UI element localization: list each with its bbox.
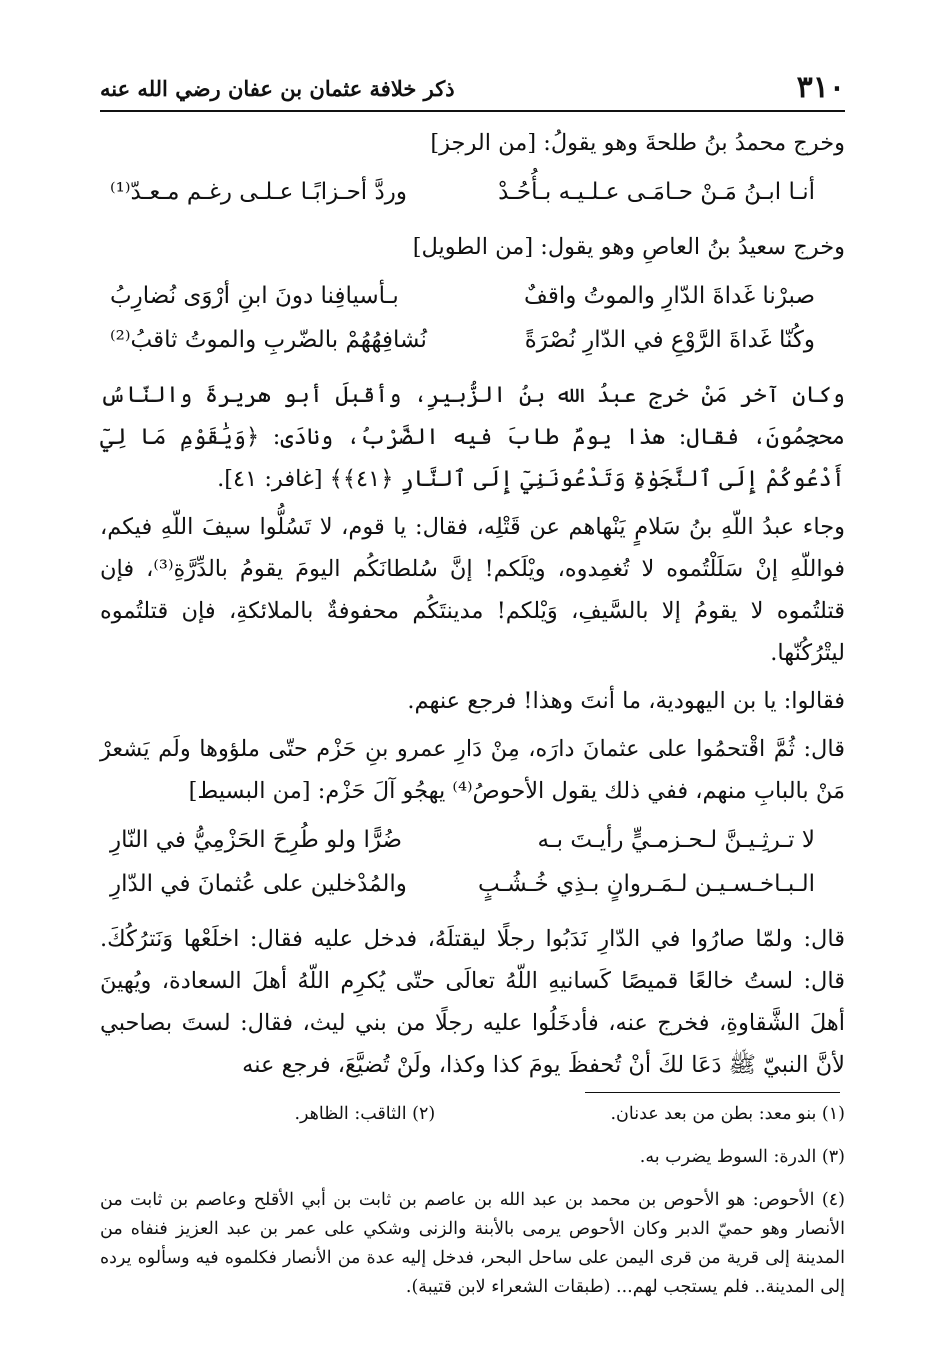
verse-hemistich: بـأسيافِنا دونَ ابنِ أرْوَى نُضارِبُ <box>110 283 399 309</box>
paragraph: قال: ولمّا صارُوا في الدّارِ نَدَبُوا رجلًا ليقتلَهُ، فدخل عليه فقال: اخلَعْها وَنَترُكُكَ. قال: لستُ خالعًا قميصًا كَسانيهِ اللّهُ تعالَى حتّى يُكرِم اللّهُ أهلَ السعادة، ويُهينَ أهلَ الشَّقاوةِ، فخرج عنه، فأدخَلُوا عليه رجلًا من بني ليث، فقال: لستَ بصاحبي لأنَّ النبيّ ﷺ دَعَا لكَ أنْ تُحفظَ يومَ كذا وكذا، ولَنْ تُضيَّعَ، فرجع عنه <box>100 926 845 1078</box>
page-header <box>100 62 845 112</box>
verse-line <box>100 274 845 318</box>
verse-hemistich: والمُدْخلين على عُثمانَ في الدّارِ <box>110 871 407 897</box>
paragraph: وكان آخر مَنْ خرج عبدُ الله بنُ الزُّبيرِ، وأقبلَ أبو هريرةَ والنّاسُ محجِمُونَ، فقال: هذا يومٌ طابَ فيه الضَّرْبُ، ونادَى: ﴿وَيَٰقَوْمِ مَا لِيٓ أَدْعُوكُمْ إِلَى ٱلنَّجَوٰةِ وَتَدْعُونَنِيٓ إِلَى ٱلنَّارِ ﴿٤١﴾﴾ [غافر: ٤١]. <box>100 382 845 492</box>
paragraph: فقالوا: يا بن اليهودية، ما أنتَ وهذا! فرجع عنهم. <box>407 688 845 714</box>
footnote: (٣) الدرة: السوط يضرب به. <box>639 1147 845 1167</box>
footnote: (٢) الثاقب: الظاهر. <box>294 1104 436 1124</box>
verse-hemistich: صبرْنا غَداةَ الدّارِ والموتُ واقفٌ <box>524 283 815 309</box>
verse-hemistich: نُشافِهُهُمْ بالضّربِ والموتُ ثاقبُ⁽²⁾ <box>110 327 427 353</box>
verse-line <box>100 318 845 362</box>
verse-hemistich: الـبـاخـسـيـن لـمَـروانٍ بـذِي خُـشُـبٍ <box>477 871 815 897</box>
paragraph: قال: ثُمَّ اقْتحمُوا على عثمانَ دارَه، مِنْ دَارِ عمرو بنِ حَزْم حتّى ملؤوها ولَم يَشعرْ مَنْ بالبابِ منهم، ففي ذلك يقول الأحوصُ⁽⁴⁾ يهجُو آلَ حَزْم: [من البسيط] <box>100 736 845 804</box>
footnotes <box>100 1100 845 1302</box>
running-head: ذكر خلافة عثمان بن عفان رضي الله عنه <box>100 76 455 101</box>
main-text <box>100 122 845 1092</box>
verse-hemistich: لا تـرثِـيـنَّ لـحـزمـيٍّ رأيـتَ بـه <box>537 827 815 853</box>
footnote: (٤) الأحوص: هو الأحوص بن محمد بن عبد الله بن عاصم بن ثابت بن أبي الأقلح وعاصم بن ثابت من الأنصار وهو حميّ الدبر وكان الأحوص يرمى بالأبنة والزنى وشكي على عمر بن عبد العزيز فنفاه من المدينة إلى قرية من قرى اليمن على ساحل البحر، فدخل إليه عدة من الأنصار فكلموه فيه وسألوه يرده إلى المدينة.. فلم يستجب لهم... (طبقات الشعراء لابن قتيبة). <box>100 1190 845 1297</box>
verse-hemistich: وكُنّا غَداةَ الرَّوْعِ في الدّارِ نُصْرَةً <box>524 327 815 353</box>
verse-line <box>100 170 845 214</box>
footnote-row <box>100 1100 845 1129</box>
paragraph: وخرج محمدُ بنُ طلحةَ وهو يقولُ: [من الرجز] <box>430 130 845 156</box>
page-number: ٣١٠ <box>796 70 845 105</box>
footnote-divider <box>585 1092 840 1093</box>
footnote: (١) بنو معد: بطن من بعد عدنان. <box>610 1104 845 1124</box>
paragraph: وجاء عبدُ اللّهِ بنُ سَلامٍ يَنْهاهم عن قَتْلِه، فقال: يا قوم، لا تَسُلُّوا سيفَ اللّهِ فيكم، فواللّهِ إنْ سَلَلْتُموه لا تُغمِدوه، ويْلَكم! إنَّ سُلطانَكُم اليومَ يقومُ بالدِّرَّةِ⁽³⁾، فإن قتلتُموه لا يقومُ إلا بالسَّيفِ، وَيْلكم! مدينتَكُم محفوفةٌ بالملائكةِ، فإن قتلتُموه ليتْرُكُنّها. <box>100 514 845 666</box>
verse-hemistich: وردَّ أحـزابًـا عـلـى رغـم مـعـدّ⁽¹⁾ <box>110 179 407 205</box>
footnote-row <box>100 1143 845 1172</box>
verse-line <box>100 862 845 906</box>
verse-line <box>100 818 845 862</box>
verse-hemistich: أنـا ابـنُ مَـنْ حـامَـى عـلـيـه بـأُحُـدْ <box>498 179 815 205</box>
verse-hemistich: ضُرًّا ولو طُرِحَ الحَزْمِيُّ في النّارِ <box>110 827 403 853</box>
paragraph: وخرج سعيدُ بنُ العاصِ وهو يقول: [من الطويل] <box>412 234 845 260</box>
